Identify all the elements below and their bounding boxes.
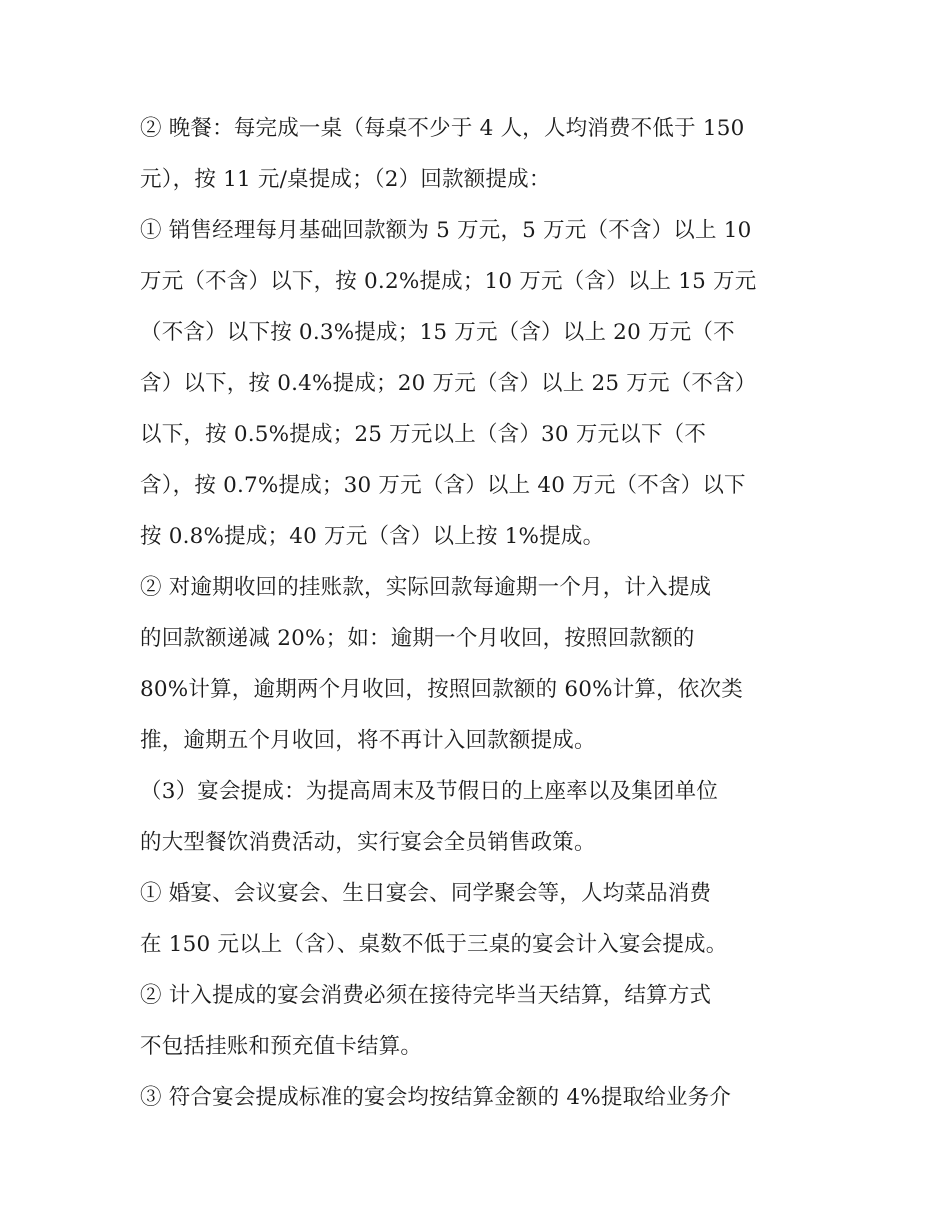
text-line: ② 晚餐：每完成一桌（每桌不少于 4 人，人均消费不低于 150 [140,116,745,141]
text-line: 在 150 元以上（含）、桌数不低于三桌的宴会计入宴会提成。 [140,932,728,957]
text-line: 元），按 11 元/桌提成；（2）回款额提成： [140,167,551,192]
text-line: （不含）以下按 0.3%提成；15 万元（含）以上 20 万元（不 [140,320,735,345]
text-line: ② 对逾期收回的挂账款，实际回款每逾期一个月，计入提成 [140,575,712,600]
document-body [140,103,820,1123]
text-line: 万元（不含）以下，按 0.2%提成；10 万元（含）以上 15 万元 [140,269,757,294]
text-line: ③ 符合宴会提成标准的宴会均按结算金额的 4%提取给业务介 [140,1085,732,1110]
text-line: （3）宴会提成：为提高周末及节假日的上座率以及集团单位 [140,779,719,804]
text-line: ② 计入提成的宴会消费必须在接待完毕当天结算，结算方式 [140,983,712,1008]
text-line: ① 婚宴、会议宴会、生日宴会、同学聚会等，人均菜品消费 [140,881,712,906]
text-line: 80%计算，逾期两个月收回，按照回款额的 60%计算，依次类 [140,677,743,702]
text-line: 的回款额递减 20%；如：逾期一个月收回，按照回款额的 [140,626,695,651]
text-line: 含）以下，按 0.4%提成；20 万元（含）以上 25 万元（不含） [140,371,757,396]
text-line: ① 销售经理每月基础回款额为 5 万元，5 万元（不含）以上 10 [140,218,752,243]
text-line: 不包括挂账和预充值卡结算。 [140,1034,423,1059]
text-line: 含），按 0.7%提成；30 万元（含）以上 40 万元（不含）以下 [140,473,746,498]
text-line: 以下，按 0.5%提成；25 万元以上（含）30 万元以下（不 [140,422,707,447]
text-line: 的大型餐饮消费活动，实行宴会全员销售政策。 [140,830,596,855]
text-line: 推，逾期五个月收回，将不再计入回款额提成。 [140,728,596,753]
text-line: 按 0.8%提成；40 万元（含）以上按 1%提成。 [140,524,605,549]
